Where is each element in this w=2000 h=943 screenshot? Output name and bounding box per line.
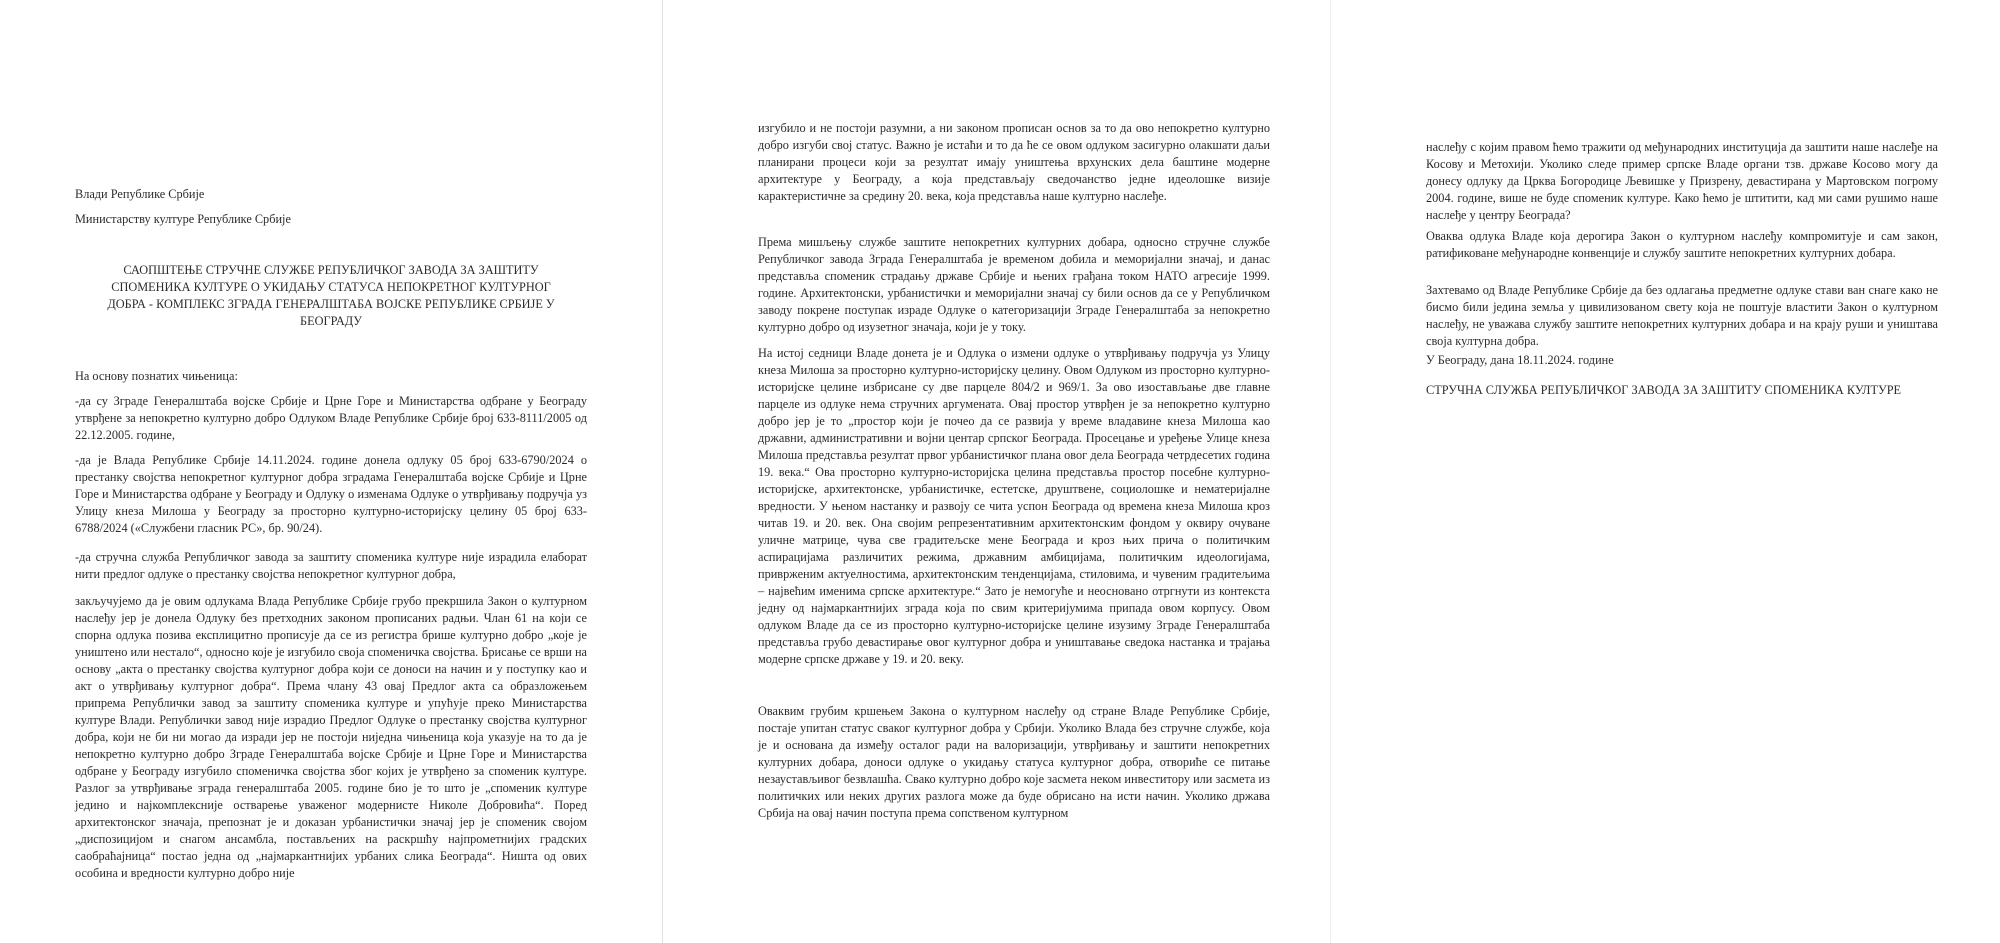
document-page-3 (1330, 0, 2000, 943)
title-line: БЕОГРАДУ (300, 314, 362, 328)
body-paragraph: изгубило и не постоји разумни, а ни законом прописан основ за то да ово непокретно културно добро изгуби свој статус. Важно је истаћи и то да ће се овом одлуком засигурно олакшати даљи планирани процеси који за резултат имају уништења врхунских дела баштине модерне архитектуре у Београду, а која представљају сведочанство једне идеолошке визије карактеристичне за средину 20. века, која представља наше културно наслеђе. (758, 121, 1270, 203)
body-paragraph: Оваквим грубим кршењем Закона о културном наслеђу од стране Владе Републике Србије, постаје упитан статус сваког културног добра у Србији. Уколико Влада без стручне службе, која је и основана да између осталог ради на валоризацији, утврђивању и заштити непокретних културних добара, доноси одлуке о укидању статуса културног добра, отвориће се питање незаустављивог безвлашћа. Свако културно добро које засмета неком инвеститору или засмета из политичких или неких других разлога може да буде обрисано на исти начин. Уколико држава Србија на овај начин поступа према сопственом културном (758, 704, 1270, 820)
recipient-ministry: Министарству културе Републике Србије (75, 212, 291, 226)
body-paragraph: Захтевамо од Владе Републике Србије да без одлагања предметне одлуке стави ван снаге како не бисмо били једина земља у цивилизованом свету која не поштује властити Закон о културном наслеђу, не уважава службу заштите непокретних културних добара и на крају руши и уништава своја културна добра. (1426, 283, 1938, 348)
title-line: ДОБРА - КОМПЛЕКС ЗГРАДА ГЕНЕРАЛШТАБА ВОЈСКЕ РЕПУБЛИКЕ СРБИЈЕ У (107, 297, 555, 311)
intro-paragraph: На основу познатих чињеница: (75, 369, 238, 383)
body-paragraph: На истој седници Владе донета је и Одлука о измени одлуке о утврђивању подручја уз Улицу кнеза Милоша за просторно културно-историјску целину. Овом Одлуком из просторно културно-историјске целине избрисане су две парцеле 804/2 и 969/1. За ово изостављање две главне парцеле из одлуке нема стручних аргумената. Овај простор утврђен је за непокретно културно добро јер је то „простор који је почео да се развија у време владавине кнеза Милоша као државни, административни и војни центар српског Београда. Просецање и уређење Улице кнеза Милоша представља резултат првог урбанистичког плана овог дела Београда четрдесетих година 19. века.“ Ова просторно културно-историјска целина представља простор посебне културно-историјске, архитектонске, урбанистичке, естетске, друштвене, социолошке и нематеријалне вредности. У њеном настанку и развоју се чита успон Београда од времена кнеза Милоша кроз читав 19. и 20. век. Она својим репрезентативним архитектонским фондом у оквиру очуване уличне матрице, чува све градитељске мене Београда и кроз њих прича о политичким аспирацијама различитих режима, државним амбицијама, политичким идеологијама, приврженим актуелностима, архитектонским тенденцијама, стиловима, и чувеним градитељима – највећим именима српске архитектуре.“ Зато је немогуће и неосновано отргнути из контекста једну од најмаркантнијих зграда која по свим критеријумима припада овом корпусу. Овом одлуком Владе да се из просторно културно-историјске целине изузиму Зграде Генералштаба представља грубо девастирање овог културног добра и уништавање сведока настанка и трајања модерне српске државе у 19. и 20. веку. (758, 346, 1270, 666)
body-paragraph: наслеђу с којим правом ћемо тражити од међународних институција да заштити наше наслеђе на Косову и Метохији. Уколико следе пример српске Владе органи тзв. државе Косово могу да донесу одлуку да Црква Богородице Љевишке у Призрену, девастирана у Мартовском погрому 2004. године, више не буде споменик културе. Како ћемо је штитити, кад ми сами рушимо наше наслеђе у центру Београда? (1426, 140, 1938, 222)
conclusion-paragraph: закључујемо да је овим одлукама Влада Републике Србије грубо прекршила Закон о културном наслеђу јер је донела Одлуку без претходних законом прописаних радњи. Члан 61 на који се спорна одлука позива експлицитно прописује да се из регистра брише културно добро „које је уништено или нестало“, односно које је изгубило своја споменичка својства. Брисање се врши на основу „акта о престанку својства културног добра који се доноси на начин и у поступку као и акт о утврђивању културног добра“. Према члану 43 овај Предлог акта са образложењем припрема Републички завод за заштиту споменика културе и упућује преко Министарства културе Влади. Републички завод није израдио Предлог Одлуке о престанку својства културног добра, који не би ни могао да изради јер не постоји ниједна чињеница која указује на то да је непокретно културно добро Зграде Генералштаба војске Србије и Црне Горе и Министарства одбране у Београду изгубило споменичка својства због којих је утврђено за споменик културе. Разлог за утврђивање зграда генералштаба 2005. године био је то што је „споменик културе јединo и најкомплексније остварење уваженог модернисте Николе Добровића“. Поред архитектонског значаја, препознат је и доказан урбанистички значај јер је споменик својом „диспозицијом и снагом ансамбла, постављених на раскршћу најпрометнијих градских саобраћајница“ постао једна од „најмаркантнијих урбаних слика Београда“. Ништа од ових особина и вредности културно добро није (75, 594, 587, 880)
fact-paragraph: -да су Зграде Генералштаба војске Србије и Црне Горе и Министарства одбране у Београду утврђене за непокретно културно добро Одлуком Владе Републике Србије број 633-8111/2005 од 22.12.2005. године, (75, 394, 587, 442)
signature: СТРУЧНА СЛУЖБА РЕПУБЛИЧКОГ ЗАВОДА ЗА ЗАШТИТУ СПОМЕНИКА КУЛТУРЕ (1426, 383, 1902, 397)
date-line: У Београду, дана 18.11.2024. године (1426, 353, 1614, 367)
body-paragraph: Оваква одлука Владе која дерогира Закон о културном наслеђу компромитује и сам закон, ратификоване међународне конвенције и службу заштите непокретних културних добара. (1426, 229, 1938, 260)
recipient-government: Влади Републике Србије (75, 187, 205, 201)
fact-paragraph: -да стручна служба Републичког завода за заштиту споменика културе није израдила елаборат нити предлог одлуке о престанку својства непокретног културног добра, (75, 550, 587, 581)
document-page-1 (0, 0, 662, 943)
document-title (75, 262, 587, 330)
title-line: САОПШТЕЊЕ СТРУЧНЕ СЛУЖБЕ РЕПУБЛИЧКОГ ЗАВОДА ЗА ЗАШТИТУ (123, 263, 539, 277)
document-page-2 (662, 0, 1330, 943)
fact-paragraph: -да је Влада Републике Србије 14.11.2024. године донела одлуку 05 број 633-6790/2024 о престанку својства непокретног културног добра зградама Генералштаба војске Србије и Црне Горе и Министарства одбране у Београду и Одлуку о изменама Одлуке о утврђивању подручја уз Улицу кнеза Милоша у Београду за просторно културно-историјску целину 05 број 633-6788/2024 («Службени гласник РС», бр. 90/24). (75, 453, 587, 535)
title-line: СПОМЕНИКА КУЛТУРЕ О УКИДАЊУ СТАТУСА НЕПОКРЕТНОГ КУЛТУРНОГ (111, 280, 551, 294)
body-paragraph: Према мишљењу службе заштите непокретних културних добара, односно стручне службе Републичког завода Зграда Генералштаба је временом добила и меморијални значај, и данас представља споменик страдању државе Србије и њених грађана током НАТО агресије 1999. године. Архитектонски, урбанистички и меморијални значај су били основ да се у Републичком заводу покрене поступак израде Одлуке о категоризацији Зграде Генералштаба за непокретно културно добро од изузетног значаја, који је у току. (758, 235, 1270, 334)
